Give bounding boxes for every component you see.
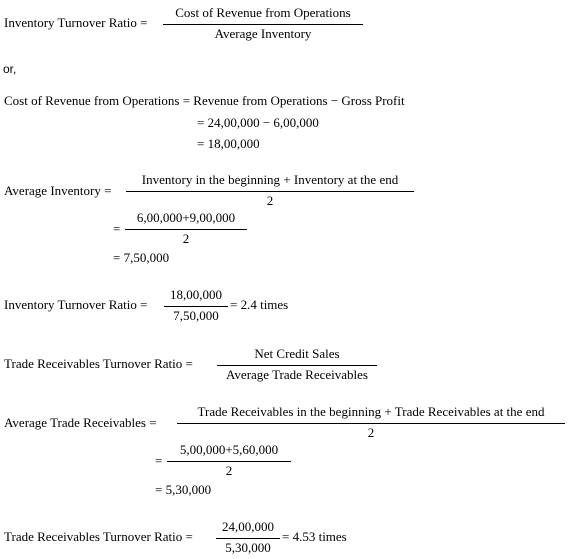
fraction-denominator: 7,50,000: [173, 308, 219, 323]
equals-sign: =: [155, 453, 163, 468]
fraction-numerator: 24,00,000: [222, 519, 274, 534]
fraction-numerator: Cost of Revenue from Operations: [175, 5, 351, 20]
fraction-denominator: 2: [225, 463, 233, 478]
fraction-numerator: Inventory in the beginning + Inventory at the end: [141, 172, 399, 187]
fraction-bar: [163, 24, 363, 25]
itr-value-fraction: [164, 287, 228, 327]
fraction-numerator: 5,00,000+5,60,000: [179, 442, 279, 457]
cogs-formula: Cost of Revenue from Operations = Revenue from Operations − Gross Profit: [4, 93, 405, 108]
cogs-calculation: = 24,00,000 − 6,00,000: [197, 115, 319, 130]
fraction-bar: [177, 423, 565, 424]
equals-sign: =: [113, 221, 121, 236]
fraction-denominator: Average Trade Receivables: [226, 367, 368, 382]
avg-receivables-label: Average Trade Receivables =: [4, 415, 157, 430]
fraction-denominator: 5,30,000: [225, 540, 271, 555]
fraction-bar: [125, 229, 247, 230]
fraction-bar: [126, 191, 414, 192]
avg-receivables-fraction: [177, 404, 565, 444]
trtr-formula-fraction: [217, 346, 377, 386]
trtr-formula-label: Trade Receivables Turnover Ratio =: [4, 356, 193, 371]
fraction-bar: [164, 306, 228, 307]
fraction-bar: [217, 365, 377, 366]
fraction-denominator: 2: [182, 231, 190, 246]
itr-formula-label: Inventory Turnover Ratio =: [4, 15, 148, 30]
itr-formula-fraction: [163, 5, 363, 45]
fraction-denominator: Average Inventory: [214, 26, 312, 41]
trtr-value-label: Trade Receivables Turnover Ratio =: [4, 529, 193, 544]
fraction-numerator: Trade Receivables in the beginning + Trade Receivables at the end: [197, 404, 545, 419]
avg-receivables-result: = 5,30,000: [155, 482, 212, 497]
avg-inventory-fraction: [126, 172, 414, 212]
fraction-numerator: 6,00,000+9,00,000: [136, 210, 236, 225]
fraction-bar: [167, 461, 291, 462]
itr-value-result: = 2.4 times: [230, 297, 289, 312]
fraction-numerator: 18,00,000: [170, 287, 222, 302]
fraction-bar: [216, 538, 280, 539]
fraction-denominator: 2: [266, 193, 274, 208]
fraction-numerator: Net Credit Sales: [254, 346, 340, 361]
avg-inventory-calc-fraction: [125, 210, 247, 250]
avg-inventory-label: Average Inventory =: [4, 183, 112, 198]
avg-inventory-result: = 7,50,000: [113, 250, 170, 265]
avg-receivables-calc-fraction: [167, 442, 291, 482]
trtr-value-result: = 4.53 times: [282, 529, 347, 544]
itr-value-label: Inventory Turnover Ratio =: [4, 297, 148, 312]
cogs-result: = 18,00,000: [197, 136, 260, 151]
or-text: or,: [3, 62, 17, 76]
trtr-value-fraction: [216, 519, 280, 559]
fraction-denominator: 2: [367, 425, 375, 440]
